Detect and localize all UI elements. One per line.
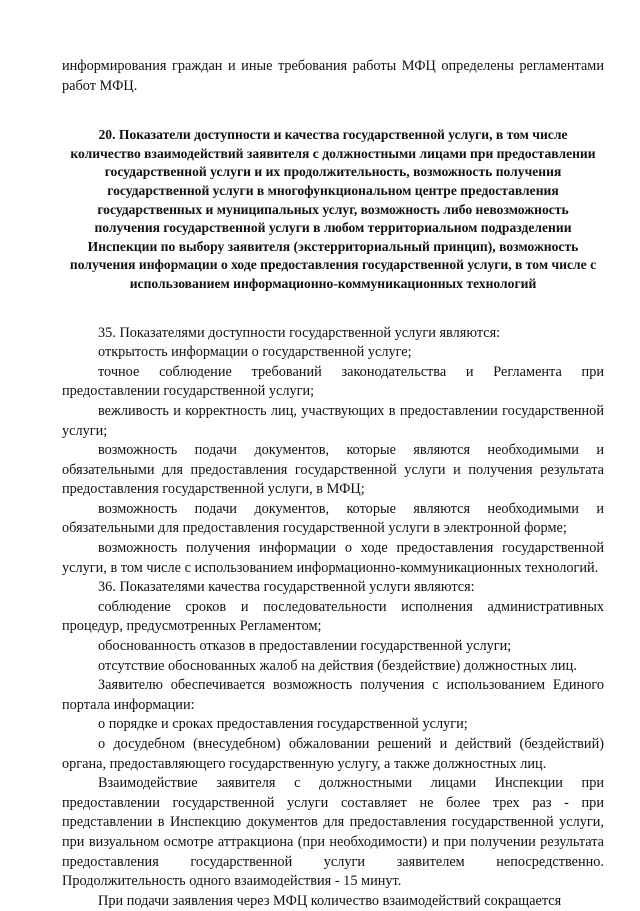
paragraph: точное соблюдение требований законодательства и Регламента при предоставлении государственной услуги; bbox=[62, 363, 604, 400]
paragraph: 35. Показателями доступности государственной услуги являются: bbox=[98, 324, 501, 341]
paragraph: возможность подачи документов, которые являются необходимыми и обязательными для предоставления государственной услуги в электронной форме; bbox=[62, 500, 604, 537]
paragraph: о порядке и сроках предоставления государственной услуги; bbox=[98, 716, 468, 733]
intro-paragraph: информирования граждан и иные требования работы МФЦ определены регламентами работ МФЦ. bbox=[62, 58, 604, 94]
paragraph: соблюдение сроков и последовательности исполнения административных процедур, предусмотренных Регламентом; bbox=[62, 598, 604, 635]
body-text bbox=[62, 324, 604, 911]
paragraph: При подачи заявления через МФЦ количество взаимодействий сокращается bbox=[98, 892, 562, 909]
paragraph: возможность подачи документов, которые являются необходимыми и обязательными для предоставления государственной услуги и получения результата предоставления государственной услуги, в МФЦ; bbox=[62, 442, 604, 498]
paragraph: о досудебном (внесудебном) обжаловании решений и действий (бездействий) органа, предоставляющего государственную услугу, а также должностных лиц. bbox=[62, 736, 604, 772]
paragraph: обоснованность отказов в предоставлении государственной услуги; bbox=[98, 638, 512, 655]
paragraph: вежливость и корректность лиц, участвующих в предоставлении государственной услуги; bbox=[62, 402, 604, 439]
paragraph: открытость информации о государственной услуге; bbox=[98, 344, 412, 361]
paragraph: Взаимодействие заявителя с должностными лицами Инспекции при предоставлении государственной услуги составляет не более трех раз - при представлении в Инспекцию документов для предоставления государственной услуги, при визуальном осмотре аттракциона (при необходимости) и при получении результата предоставления государственной услуги заявителем непосредственно. Продолжительность одного взаимодействия - 15 минут. bbox=[62, 775, 604, 890]
paragraph: 36. Показателями качества государственной услуги являются: bbox=[98, 579, 475, 596]
paragraph: отсутствие обоснованных жалоб на действия (бездействие) должностных лиц. bbox=[98, 657, 577, 674]
section-heading: 20. Показатели доступности и качества государственной услуги, в том числе количество взаимодействий заявителя с должностными лицами при предоставлении государственной услуги и их продолжительность, возможность получения государственной услуги в многофункциональном центре предоставления государственных и муниципальных услуг, возможность либо невозможность получения государственной услуги в любом территориальном подразделении Инспекции по выбору заявителя (экстерриториальный принцип), возможность получения информации о ходе предоставления государственной услуги, в том числе с использованием информационно-коммуникационных технологий bbox=[69, 127, 597, 291]
paragraph: Заявителю обеспечивается возможность получения с использованием Единого портала информации: bbox=[62, 677, 604, 713]
paragraph: возможность получения информации о ходе предоставления государственной услуги, в том числе с использованием информационно-коммуникационных технологий. bbox=[62, 540, 604, 576]
